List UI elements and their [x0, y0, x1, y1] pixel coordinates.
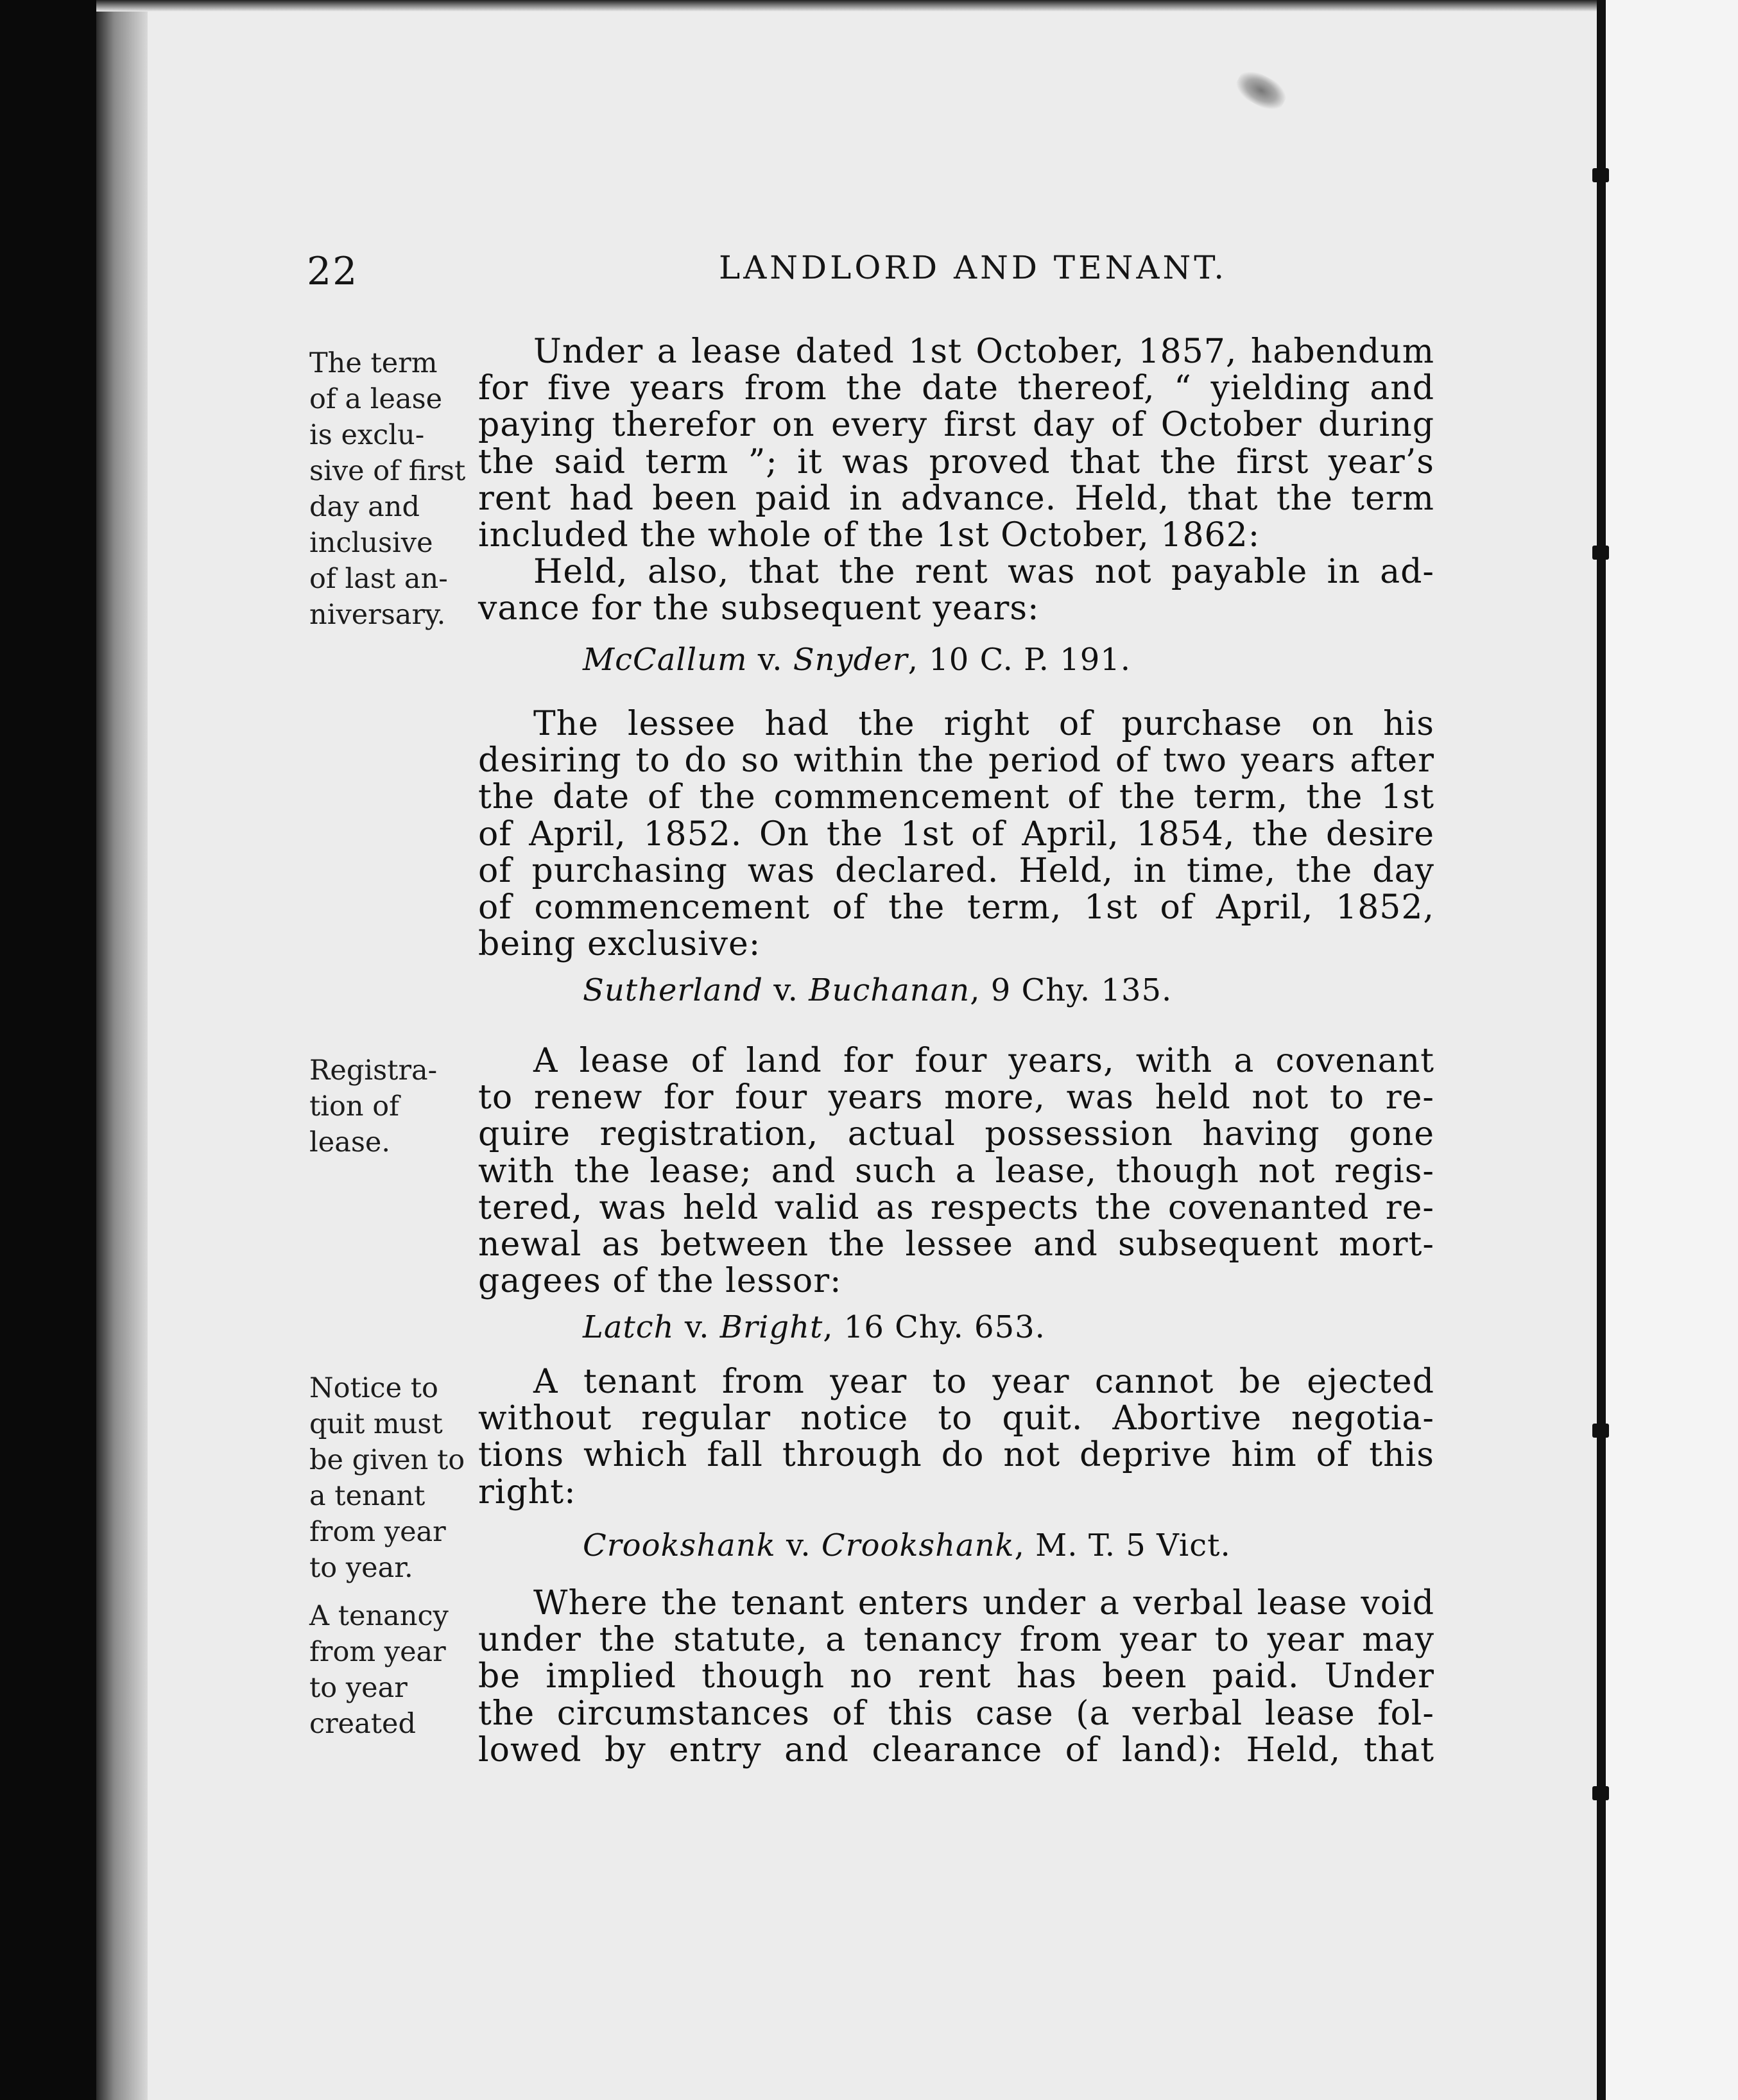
citation-crookshank: Crookshank v. Crookshank, M. T. 5 Vict. — [583, 1528, 1231, 1563]
binding-shadow — [96, 0, 148, 2100]
sidenote-tenancy-created: A tenancy from year to year created — [309, 1600, 449, 1740]
adjacent-page-strip — [1606, 0, 1738, 2100]
edge-mark — [1592, 1786, 1609, 1800]
paragraph-verbal-lease: Where the tenant enters under a verbal lease void under the statute, a tenancy from year to year may be implied though no rent has been paid. Under the circumstances of this case (a verbal lease fol- lowed by entry and clearance of land): Held, that — [478, 1584, 1434, 1769]
sidenote-registration: Registra- tion of lease. — [309, 1054, 438, 1158]
page-number: 22 — [307, 249, 359, 294]
page-right-edge — [1597, 0, 1606, 2100]
sidenote-notice-to-quit: Notice to quit must be given to a tenant from year to year. — [309, 1372, 465, 1584]
citation-sutherland: Sutherland v. Buchanan, 9 Chy. 135. — [583, 972, 1173, 1008]
edge-mark — [1592, 1424, 1609, 1438]
paragraph-mccallum: Under a lease dated 1st October, 1857, habendum for five years from the date thereof, “ yielding and paying therefor on every first day of October during the said term ”; it was proved that the first year’s rent had been paid in advance. Held, that the term included the whole of the 1st October, 1862: Held, also, that the rent was not payable in ad- vance for the subsequent years: — [478, 332, 1434, 628]
edge-mark — [1592, 168, 1609, 182]
running-title: LANDLORD AND TENANT. — [719, 249, 1228, 286]
citation-latch: Latch v. Bright, 16 Chy. 653. — [583, 1309, 1045, 1345]
citation-mccallum: McCallum v. Snyder, 10 C. P. 191. — [583, 642, 1131, 678]
edge-mark — [1592, 546, 1609, 560]
paragraph-sutherland: The lessee had the right of purchase on his desiring to do so within the period of two years after the date of the commencement of the term, the 1st of April, 1852. On the 1st of April, 1854, the desire of purchasing was declared. Held, in time, the day of commencement of the term, 1st of April, 1852, being exclusive: — [478, 705, 1434, 964]
paragraph-latch: A lease of land for four years, with a covenant to renew for four years more, was held not to re- quire registration, actual possession having gone with the lease; and such a lease, though not regis- tered, was held valid as respects the covenanted re- newal as between the lessee and subsequent mort- gagees of the lessor: — [478, 1042, 1434, 1301]
paragraph-crookshank: A tenant from year to year cannot be ejected without regular notice to quit. Abortive negotia- tions which fall through do not deprive him of this right: — [478, 1363, 1434, 1511]
sidenote-term-of-lease: The term of a lease is exclu- sive of first day and inclusive of last an- niversary. — [309, 347, 466, 631]
page-top-edge — [96, 0, 1637, 12]
